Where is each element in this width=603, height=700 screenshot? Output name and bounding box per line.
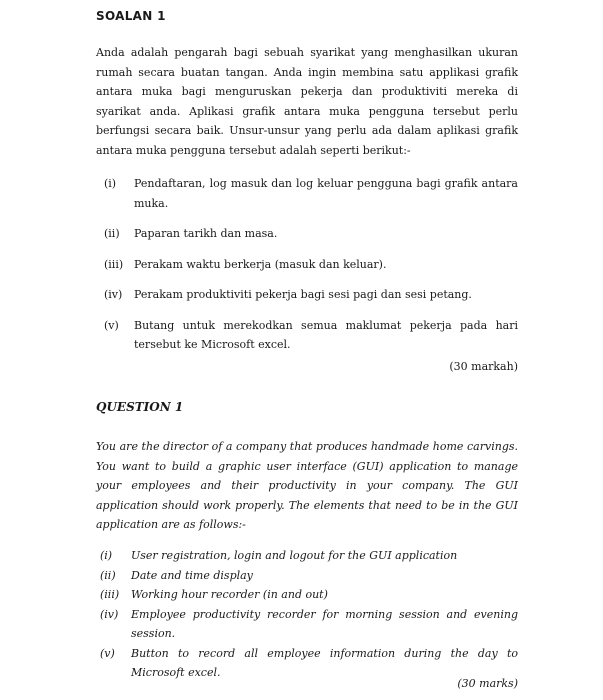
- list-item-number: (ii): [100, 568, 116, 582]
- list-item-text: Working hour recorder (in and out): [131, 588, 328, 601]
- list-item-number: (ii): [104, 227, 120, 240]
- list-item-text: Pendaftaran, log masuk dan log keluar pengguna bagi grafik antara muka.: [134, 177, 518, 210]
- list-item: [96, 546, 518, 566]
- list-item-text: Date and time display: [131, 568, 253, 582]
- list-item-number: (iv): [100, 607, 119, 621]
- list-item: [96, 174, 518, 213]
- english-list: [96, 546, 518, 683]
- list-item-number: (iv): [104, 288, 123, 301]
- malay-list: [96, 174, 518, 366]
- list-item: [96, 316, 518, 355]
- list-item: [96, 566, 518, 586]
- english-heading: QUESTION 1: [96, 400, 184, 414]
- list-item-text: Perakam produktiviti pekerja bagi sesi pagi dan sesi petang.: [134, 288, 472, 301]
- list-item: [96, 255, 518, 275]
- list-item-number: (i): [100, 549, 113, 562]
- list-item: [96, 224, 518, 244]
- list-item-text: Paparan tarikh dan masa.: [134, 227, 278, 240]
- list-item-text: Employee productivity recorder for morning session and evening session.: [131, 607, 518, 640]
- list-item-text: Button to record all employee information during the day to Microsoft excel.: [131, 646, 518, 679]
- list-item-text: Butang untuk merekodkan semua maklumat pekerja pada hari tersebut ke Microsoft excel.: [134, 318, 518, 351]
- malay-heading: SOALAN 1: [96, 9, 166, 23]
- list-item: [96, 605, 518, 644]
- list-item: [96, 585, 518, 605]
- list-item-number: (iii): [104, 257, 124, 271]
- malay-paragraph: Anda adalah pengarah bagi sebuah syarikat yang menghasilkan ukuran rumah secara buatan tangan. Anda ingin membina satu applikasi grafik antara muka bagi menguruskan pekerja dan produktiviti mereka di syarikat anda. Aplikasi grafik antara muka pengguna tersebut perlu berfungsi secara baik. Unsur-unsur yang perlu ada dalam aplikasi grafik antara muka pengguna tersebut adalah seperti berikut:-: [96, 46, 518, 157]
- list-item-number: (v): [100, 646, 115, 660]
- english-paragraph: You are the director of a company that produces handmade home carvings. You want to build a graphic user interface (GUI) application to manage your employees and their productivity in your company. The GUI application should work properly. The elements that need to be in the GUI application are as follows:-: [96, 440, 518, 531]
- malay-marks: (30 markah): [449, 360, 518, 373]
- list-item-number: (iii): [100, 588, 120, 601]
- list-item-number: (v): [104, 318, 119, 332]
- list-item-text: User registration, login and logout for the GUI application: [131, 549, 458, 562]
- list-item: [96, 285, 518, 305]
- list-item: [96, 644, 518, 683]
- list-item-number: (i): [104, 177, 117, 190]
- list-item-text: Perakam waktu berkerja (masuk dan keluar).: [134, 257, 387, 271]
- english-marks: (30 marks): [457, 677, 518, 690]
